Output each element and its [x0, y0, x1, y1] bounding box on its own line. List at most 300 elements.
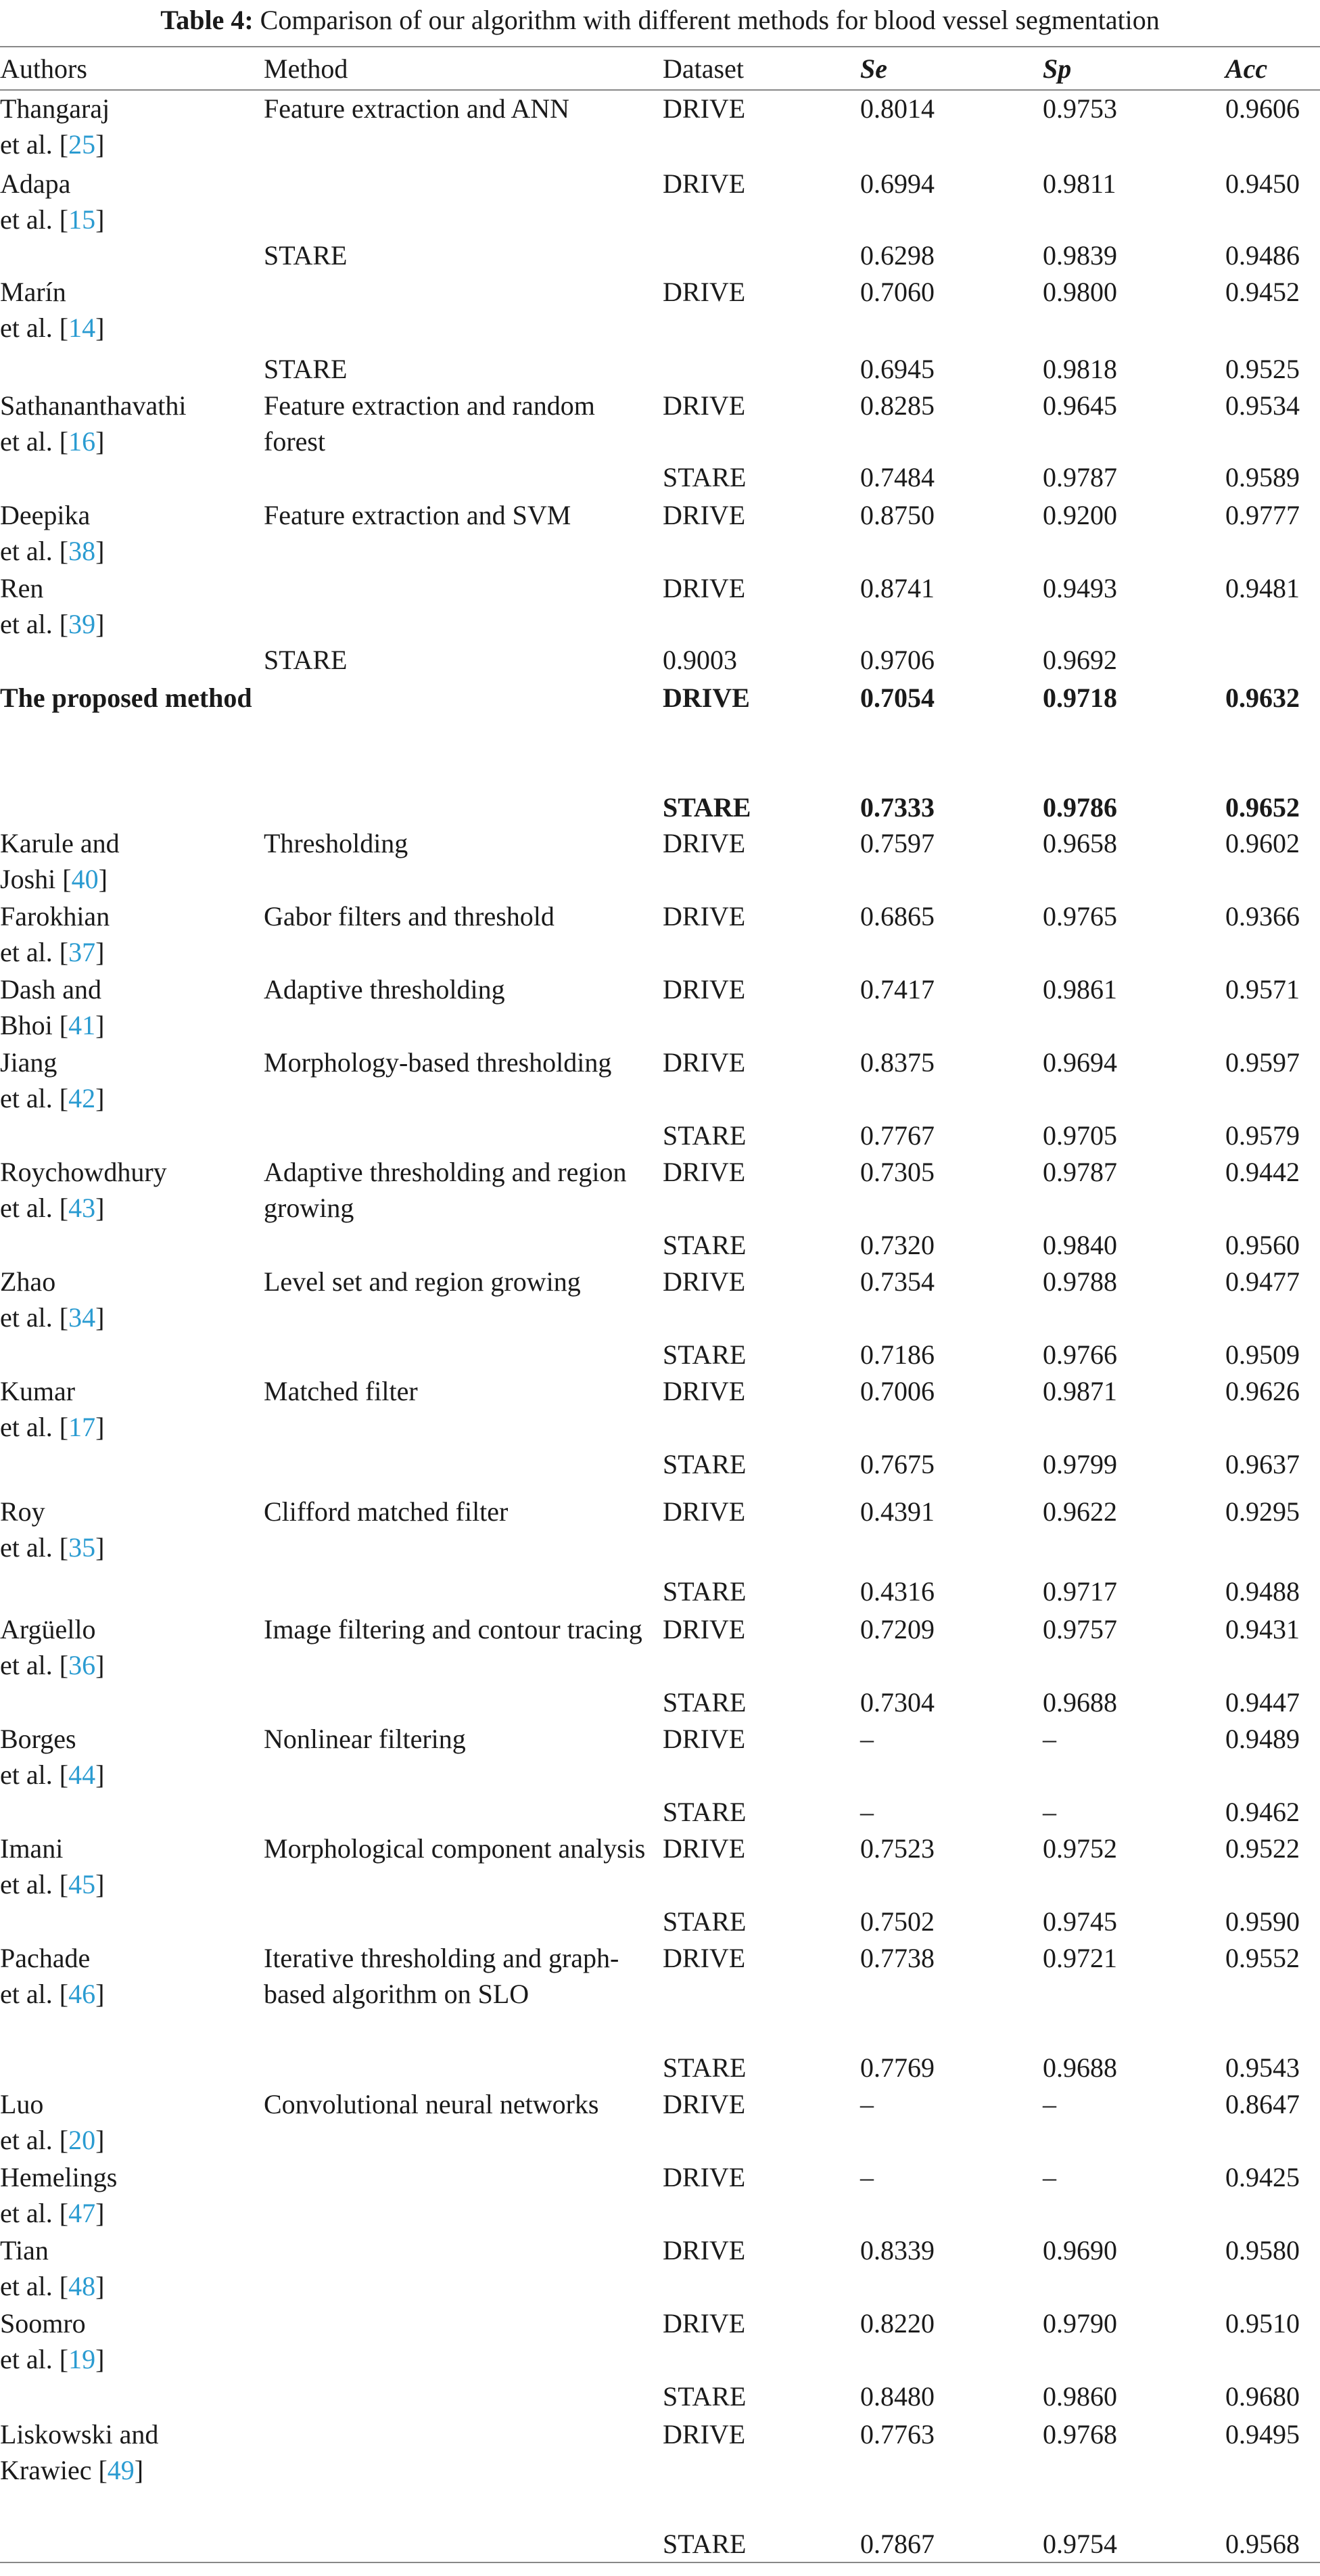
- cell-acc: 0.9525: [1225, 354, 1300, 384]
- cell-se: 0.9706: [860, 645, 935, 675]
- cell-method: Convolutional neural networks: [264, 2089, 599, 2119]
- cell-sp: 0.9753: [1043, 93, 1117, 124]
- reference-link[interactable]: 14: [68, 313, 96, 343]
- cell-sp: 0.9840: [1043, 1230, 1117, 1260]
- author-bracket: ]: [95, 313, 105, 343]
- table-row: [0, 2416, 1320, 2526]
- table-caption-label: Table 4:: [160, 5, 254, 35]
- cell-acc: 0.9509: [1225, 1339, 1300, 1370]
- author-suffix: et al. [: [0, 1869, 69, 1900]
- cell-se: 0.7186: [860, 1339, 935, 1370]
- cell-authors: [0, 2526, 264, 2562]
- cell-acc: 0.9777: [1225, 500, 1300, 530]
- author-suffix: et al. [: [0, 1760, 69, 1790]
- cell-dataset: 0.9003: [663, 645, 737, 675]
- cell-se: –: [860, 2089, 874, 2119]
- cell-sp: 0.9622: [1043, 1496, 1117, 1527]
- cell-acc: 0.9462: [1225, 1797, 1300, 1827]
- cell-dataset: STARE: [663, 2529, 747, 2559]
- reference-link[interactable]: 42: [68, 1083, 96, 1113]
- cell-method: [264, 2305, 663, 2378]
- cell-method: Feature extraction and ANN: [264, 93, 570, 124]
- table-row: [0, 2232, 1320, 2305]
- cell-authors: [0, 237, 264, 274]
- cell-sp: 0.9768: [1043, 2419, 1117, 2450]
- cell-authors: [0, 388, 264, 459]
- cell-se: 0.7304: [860, 1687, 935, 1718]
- cell-dataset: DRIVE: [663, 500, 746, 530]
- cell-method: [264, 166, 663, 237]
- cell-authors: [0, 1227, 264, 1264]
- cell-acc: 0.9522: [1225, 1833, 1300, 1864]
- cell-method: Feature extraction and random forest: [264, 390, 595, 457]
- header-method: Method: [264, 53, 348, 84]
- table-row: [0, 642, 1320, 680]
- author-suffix: et al. [: [0, 609, 69, 639]
- cell-sp: 0.9787: [1043, 462, 1117, 492]
- cell-acc: 0.9602: [1225, 828, 1300, 858]
- reference-link[interactable]: 20: [68, 2125, 96, 2155]
- cell-method: [264, 2050, 663, 2086]
- author-bracket: ]: [95, 1650, 105, 1680]
- cell-se: 0.7738: [860, 1943, 935, 1973]
- cell-method: Iterative thresholding and graph-based algorithm on SLO: [264, 1943, 619, 2009]
- cell-authors: [0, 2159, 264, 2232]
- author-name: Luo: [0, 2089, 44, 2119]
- cell-sp: 0.9754: [1043, 2529, 1117, 2559]
- cell-dataset: STARE: [663, 1120, 747, 1151]
- cell-dataset: DRIVE: [663, 828, 746, 858]
- table-caption: [0, 0, 1320, 46]
- cell-sp: 0.9717: [1043, 1576, 1117, 1607]
- cell-authors: [0, 1373, 264, 1446]
- cell-method: [264, 1446, 663, 1494]
- author-bracket: ]: [95, 1302, 105, 1333]
- cell-dataset: DRIVE: [663, 277, 746, 307]
- cell-se: 0.8741: [860, 573, 935, 603]
- author-name: Dash and: [0, 974, 101, 1005]
- cell-method: Clifford matched filter: [264, 1496, 509, 1527]
- cell-acc: 0.9488: [1225, 1576, 1300, 1607]
- author-bracket: ]: [95, 1412, 105, 1442]
- reference-link[interactable]: 41: [68, 1010, 96, 1040]
- author-bracket: ]: [134, 2455, 144, 2485]
- author-name: Deepika: [0, 500, 91, 530]
- author-name: Borges: [0, 1724, 76, 1754]
- cell-se: 0.7763: [860, 2419, 935, 2450]
- cell-se: 0.7523: [860, 1833, 935, 1864]
- reference-link[interactable]: 25: [68, 129, 96, 160]
- table-row: [0, 789, 1320, 825]
- cell-sp: 0.9690: [1043, 2235, 1117, 2266]
- author-bracket: ]: [95, 1869, 105, 1900]
- author-suffix: et al. [: [0, 536, 69, 566]
- author-name: Argüello: [0, 1614, 96, 1644]
- cell-method: [264, 1904, 663, 1940]
- author-suffix: et al. [: [0, 1302, 69, 1333]
- cell-se: 0.7417: [860, 974, 935, 1005]
- author-name: Tian: [0, 2235, 49, 2266]
- cell-authors: [0, 1337, 264, 1373]
- cell-authors: [0, 642, 264, 680]
- cell-sp: 0.9721: [1043, 1943, 1117, 1973]
- author-suffix: et al. [: [0, 1193, 69, 1223]
- cell-method: [264, 1337, 663, 1373]
- cell-se: 0.7502: [860, 1906, 935, 1937]
- author-bracket: ]: [95, 2344, 105, 2374]
- table-row: [0, 1373, 1320, 1446]
- cell-sp: 0.9694: [1043, 1047, 1117, 1078]
- cell-sp: –: [1043, 1724, 1056, 1754]
- author-suffix: et al. [: [0, 937, 69, 967]
- cell-acc: 0.9431: [1225, 1614, 1300, 1644]
- cell-sp: 0.9718: [1043, 683, 1117, 713]
- cell-authors: [0, 1446, 264, 1494]
- cell-authors: [0, 459, 264, 497]
- cell-dataset: STARE: [663, 792, 751, 823]
- cell-method: [264, 2232, 663, 2305]
- reference-link[interactable]: 15: [68, 204, 96, 235]
- cell-sp: 0.9811: [1043, 168, 1116, 199]
- cell-se: 0.7060: [860, 277, 935, 307]
- cell-authors: [0, 1494, 264, 1573]
- cell-acc: 0.9590: [1225, 1906, 1300, 1937]
- table-row: [0, 166, 1320, 237]
- reference-link[interactable]: 34: [68, 1302, 96, 1333]
- cell-se: –: [860, 2162, 874, 2192]
- cell-method: [264, 2378, 663, 2416]
- cell-method: STARE: [264, 354, 348, 384]
- table-row: [0, 90, 1320, 166]
- cell-acc: 0.9295: [1225, 1496, 1300, 1527]
- cell-method: [264, 570, 663, 642]
- cell-method: [264, 2416, 663, 2526]
- table-row: [0, 237, 1320, 274]
- reference-link[interactable]: 43: [68, 1193, 96, 1223]
- author-bracket: ]: [95, 1979, 105, 2009]
- cell-authors: [0, 2305, 264, 2378]
- author-suffix: et al. [: [0, 313, 69, 343]
- reference-link[interactable]: 36: [68, 1650, 96, 1680]
- author-name: Adapa: [0, 168, 71, 199]
- cell-dataset: DRIVE: [663, 1833, 746, 1864]
- cell-sp: 0.9786: [1043, 792, 1117, 823]
- cell-method: [264, 2159, 663, 2232]
- author-suffix: et al. [: [0, 1412, 69, 1442]
- cell-method: [264, 789, 663, 825]
- cell-sp: 0.9645: [1043, 390, 1117, 421]
- cell-method: [264, 1573, 663, 1611]
- cell-acc: 0.9495: [1225, 2419, 1300, 2450]
- cell-sp: 0.9871: [1043, 1376, 1117, 1406]
- cell-dataset: DRIVE: [663, 1724, 746, 1754]
- author-name: Liskowski and: [0, 2419, 159, 2450]
- reference-link[interactable]: 39: [68, 609, 96, 639]
- author-suffix: Joshi [: [0, 864, 72, 894]
- cell-acc: 0.9452: [1225, 277, 1300, 307]
- cell-authors: [0, 1904, 264, 1940]
- cell-acc: 0.9606: [1225, 93, 1300, 124]
- reference-link[interactable]: 40: [71, 864, 99, 894]
- cell-acc: 0.9477: [1225, 1266, 1300, 1297]
- table-row: [0, 1227, 1320, 1264]
- author-name: Zhao: [0, 1266, 56, 1297]
- cell-sp: 0.9688: [1043, 1687, 1117, 1718]
- cell-dataset: STARE: [663, 1230, 747, 1260]
- author-bracket: ]: [95, 204, 105, 235]
- author-name: Jiang: [0, 1047, 57, 1078]
- author-suffix: et al. [: [0, 2125, 69, 2155]
- cell-sp: 0.9839: [1043, 240, 1117, 271]
- cell-se: 0.8014: [860, 93, 935, 124]
- cell-method: Morphological component analysis: [264, 1833, 646, 1864]
- author-bracket: ]: [95, 609, 105, 639]
- table-row: [0, 570, 1320, 642]
- cell-dataset: STARE: [663, 1687, 747, 1718]
- table-row: [0, 274, 1320, 351]
- cell-acc: 0.9552: [1225, 1943, 1300, 1973]
- cell-acc: 0.9597: [1225, 1047, 1300, 1078]
- reference-link[interactable]: 47: [68, 2198, 96, 2228]
- table-row: [0, 2159, 1320, 2232]
- cell-authors: [0, 2086, 264, 2159]
- cell-authors: [0, 166, 264, 237]
- table-row: [0, 1573, 1320, 1611]
- table-row: [0, 1044, 1320, 1118]
- author-suffix: et al. [: [0, 129, 69, 160]
- cell-sp: 0.9705: [1043, 1120, 1117, 1151]
- cell-acc: 0.9543: [1225, 2052, 1300, 2083]
- cell-se: 0.8750: [860, 500, 935, 530]
- cell-authors: [0, 1154, 264, 1227]
- table-row: [0, 351, 1320, 388]
- cell-acc: 0.9626: [1225, 1376, 1300, 1406]
- table-row: [0, 1446, 1320, 1494]
- cell-acc: 0.9589: [1225, 462, 1300, 492]
- cell-method: Matched filter: [264, 1376, 418, 1406]
- author-name: Pachade: [0, 1943, 91, 1973]
- cell-method: Nonlinear filtering: [264, 1724, 466, 1754]
- author-bracket: ]: [95, 1532, 105, 1563]
- table-row: [0, 1831, 1320, 1904]
- reference-link[interactable]: 48: [68, 2271, 96, 2301]
- cell-se: 0.6865: [860, 901, 935, 932]
- cell-authors: [0, 1684, 264, 1721]
- cell-acc: [1225, 642, 1320, 680]
- cell-authors: [0, 680, 264, 789]
- author-bracket: ]: [95, 1193, 105, 1223]
- cell-acc: 0.9425: [1225, 2162, 1300, 2192]
- cell-authors: [0, 2050, 264, 2086]
- cell-method: Adaptive thresholding and region growing: [264, 1157, 627, 1223]
- author-name: The proposed method: [0, 683, 252, 713]
- table-row: [0, 1264, 1320, 1337]
- cell-sp: 0.9818: [1043, 354, 1117, 384]
- cell-se: 0.6945: [860, 354, 935, 384]
- reference-link[interactable]: 17: [68, 1412, 96, 1442]
- cell-method: [264, 680, 663, 789]
- cell-authors: [0, 351, 264, 388]
- header-acc: Acc: [1225, 53, 1268, 84]
- table-row: [0, 2305, 1320, 2378]
- cell-acc: 0.9579: [1225, 1120, 1300, 1151]
- cell-sp: 0.9692: [1043, 645, 1117, 675]
- table-row: [0, 459, 1320, 497]
- cell-se: –: [860, 1797, 874, 1827]
- cell-dataset: DRIVE: [663, 168, 746, 199]
- cell-authors: [0, 789, 264, 825]
- cell-authors: [0, 1940, 264, 2050]
- cell-se: 0.7769: [860, 2052, 935, 2083]
- author-suffix: et al. [: [0, 2271, 69, 2301]
- table-row: [0, 497, 1320, 570]
- cell-dataset: STARE: [663, 1797, 747, 1827]
- cell-se: 0.8285: [860, 390, 935, 421]
- cell-dataset: DRIVE: [663, 2089, 746, 2119]
- author-bracket: ]: [95, 2198, 105, 2228]
- cell-sp: 0.9800: [1043, 277, 1117, 307]
- reference-link[interactable]: 35: [68, 1532, 96, 1563]
- cell-se: 0.8220: [860, 2308, 935, 2339]
- cell-authors: [0, 1044, 264, 1118]
- reference-link[interactable]: 46: [68, 1979, 96, 2009]
- cell-se: 0.8375: [860, 1047, 935, 1078]
- author-suffix: Bhoi [: [0, 1010, 69, 1040]
- cell-acc: 0.9486: [1225, 240, 1300, 271]
- cell-method: STARE: [264, 645, 348, 675]
- cell-authors: [0, 570, 264, 642]
- cell-dataset: DRIVE: [663, 1943, 746, 1973]
- reference-link[interactable]: 16: [68, 426, 96, 457]
- cell-acc: 0.9571: [1225, 974, 1300, 1005]
- cell-dataset: DRIVE: [663, 1157, 746, 1187]
- cell-dataset: DRIVE: [663, 683, 750, 713]
- table-row: [0, 2050, 1320, 2086]
- author-suffix: Krawiec [: [0, 2455, 108, 2485]
- cell-acc: 0.9560: [1225, 1230, 1300, 1260]
- cell-sp: –: [1043, 2089, 1056, 2119]
- table-row: [0, 2086, 1320, 2159]
- cell-method: [264, 1684, 663, 1721]
- cell-dataset: STARE: [663, 1576, 747, 1607]
- cell-dataset: DRIVE: [663, 974, 746, 1005]
- author-suffix: et al. [: [0, 1979, 69, 2009]
- cell-sp: 0.9787: [1043, 1157, 1117, 1187]
- cell-method: Feature extraction and SVM: [264, 500, 571, 530]
- cell-method: [264, 459, 663, 497]
- cell-sp: 0.9765: [1043, 901, 1117, 932]
- cell-dataset: DRIVE: [663, 2419, 746, 2450]
- cell-authors: [0, 1118, 264, 1154]
- cell-acc: 0.9632: [1225, 683, 1300, 713]
- cell-acc: 0.9568: [1225, 2529, 1300, 2559]
- header-se: Se: [860, 53, 887, 84]
- author-bracket: ]: [95, 1760, 105, 1790]
- cell-dataset: DRIVE: [663, 93, 746, 124]
- author-suffix: et al. [: [0, 1532, 69, 1563]
- cell-acc: 0.9510: [1225, 2308, 1300, 2339]
- table-row: [0, 898, 1320, 971]
- cell-acc: 0.9534: [1225, 390, 1300, 421]
- cell-sp: 0.9861: [1043, 974, 1117, 1005]
- cell-sp: 0.9658: [1043, 828, 1117, 858]
- comparison-table: [0, 46, 1320, 2563]
- cell-method: [264, 2526, 663, 2562]
- cell-se: 0.7354: [860, 1266, 935, 1297]
- author-name: Marín: [0, 277, 66, 307]
- author-bracket: ]: [95, 2125, 105, 2155]
- author-bracket: ]: [95, 129, 105, 160]
- author-bracket: ]: [95, 426, 105, 457]
- cell-se: –: [860, 1724, 874, 1754]
- cell-sp: 0.9860: [1043, 2381, 1117, 2412]
- cell-method: Gabor filters and threshold: [264, 901, 555, 932]
- cell-acc: 0.9447: [1225, 1687, 1300, 1718]
- author-bracket: ]: [98, 864, 108, 894]
- author-bracket: ]: [95, 536, 105, 566]
- cell-sp: 0.9745: [1043, 1906, 1117, 1937]
- cell-dataset: STARE: [663, 1906, 747, 1937]
- cell-authors: [0, 90, 264, 166]
- author-name: Farokhian: [0, 901, 110, 932]
- cell-dataset: DRIVE: [663, 1496, 746, 1527]
- table-row: [0, 1684, 1320, 1721]
- reference-link[interactable]: 45: [68, 1869, 96, 1900]
- author-name: Soomro: [0, 2308, 86, 2339]
- reference-link[interactable]: 38: [68, 536, 96, 566]
- author-name: Roychowdhury: [0, 1157, 167, 1187]
- author-suffix: et al. [: [0, 2198, 69, 2228]
- cell-dataset: DRIVE: [663, 1047, 746, 1078]
- cell-dataset: STARE: [663, 2381, 747, 2412]
- cell-acc: 0.9652: [1225, 792, 1300, 823]
- reference-link[interactable]: 19: [68, 2344, 96, 2374]
- reference-link[interactable]: 44: [68, 1760, 96, 1790]
- cell-sp: 0.9757: [1043, 1614, 1117, 1644]
- cell-se: 0.4316: [860, 1576, 935, 1607]
- author-bracket: ]: [95, 937, 105, 967]
- table-row: [0, 825, 1320, 898]
- author-suffix: et al. [: [0, 426, 69, 457]
- cell-sp: 0.9790: [1043, 2308, 1117, 2339]
- cell-dataset: DRIVE: [663, 901, 746, 932]
- cell-method: Adaptive thresholding: [264, 974, 505, 1005]
- author-name: Imani: [0, 1833, 64, 1864]
- author-suffix: et al. [: [0, 2344, 69, 2374]
- cell-authors: [0, 1264, 264, 1337]
- table-row: [0, 1721, 1320, 1794]
- cell-dataset: STARE: [663, 1449, 747, 1479]
- reference-link[interactable]: 37: [68, 937, 96, 967]
- cell-se: 0.4391: [860, 1496, 935, 1527]
- cell-dataset: [663, 237, 860, 274]
- cell-authors: [0, 1794, 264, 1831]
- cell-se: 0.8480: [860, 2381, 935, 2412]
- cell-acc: 0.9580: [1225, 2235, 1300, 2266]
- cell-sp: 0.9200: [1043, 500, 1117, 530]
- cell-authors: [0, 1611, 264, 1684]
- cell-authors: [0, 1573, 264, 1611]
- reference-link[interactable]: 49: [107, 2455, 135, 2485]
- cell-se: 0.7054: [860, 683, 935, 713]
- cell-se: 0.7333: [860, 792, 935, 823]
- cell-sp: 0.9799: [1043, 1449, 1117, 1479]
- cell-method: Morphology-based thresholding: [264, 1047, 612, 1078]
- cell-acc: 0.9366: [1225, 901, 1300, 932]
- table-row: [0, 2378, 1320, 2416]
- cell-method: STARE: [264, 240, 348, 271]
- cell-acc: 0.8647: [1225, 2089, 1300, 2119]
